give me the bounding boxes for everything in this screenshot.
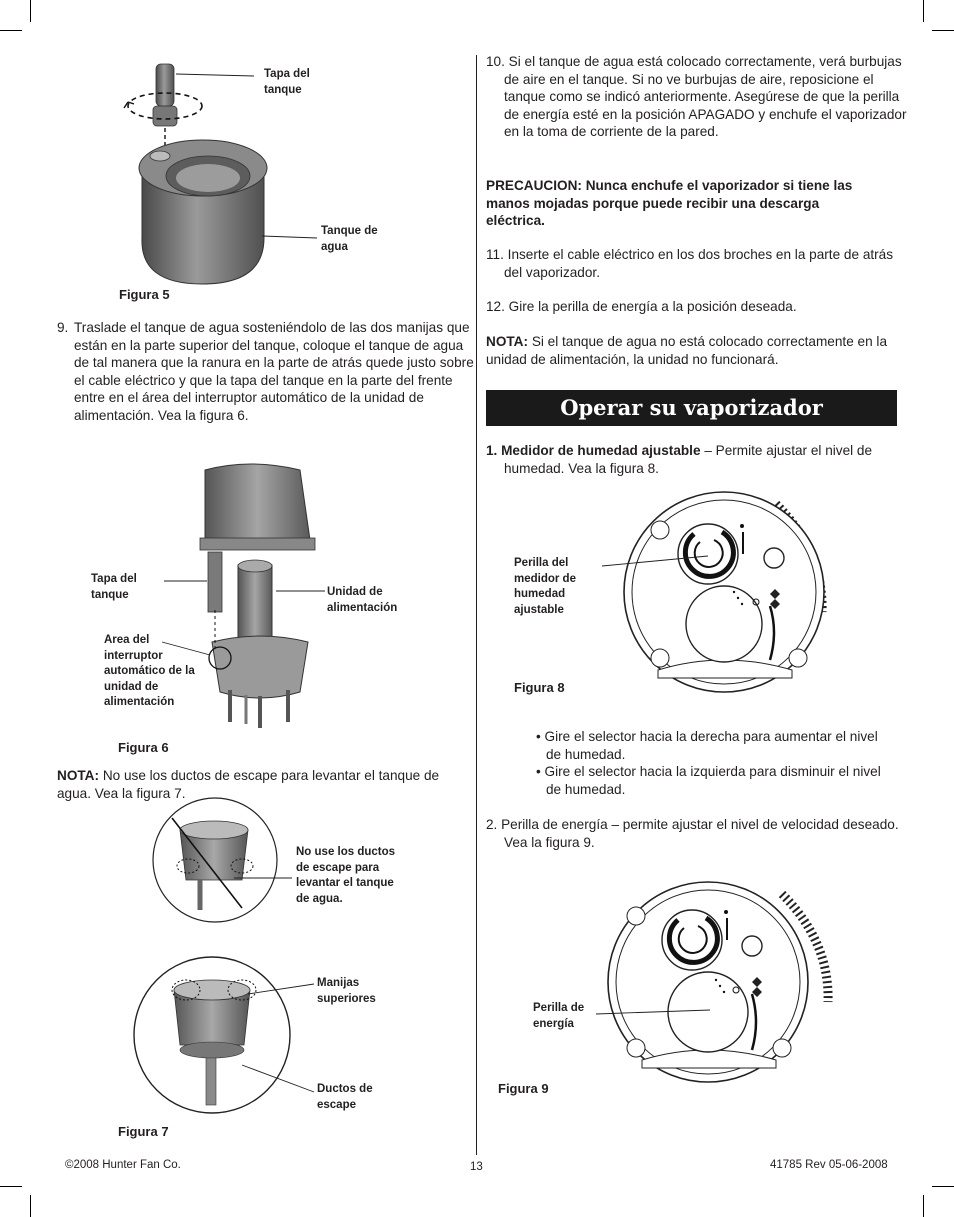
- fig7-label-ducts: Ductos de escape: [317, 1083, 373, 1111]
- step-9: [57, 319, 479, 424]
- caution: PRECAUCION: Nunca enchufe el vaporizador si tiene las manos mojadas porque puede recibir una descarga eléctrica.: [486, 178, 853, 228]
- bullet-decrease: • Gire el selector hacia la izquierda para disminuir el nivel de humedad.: [536, 764, 881, 797]
- figure-9-illustration: [602, 882, 842, 1082]
- fig6-caption: Figura 6: [118, 740, 169, 755]
- fig7-label-warning: No use los ductos de escape para levantar el tanque de agua.: [296, 846, 396, 905]
- figure-7-illustration: [130, 810, 310, 1120]
- item-2: 2. Perilla de energía – permite ajustar el nivel de velocidad deseado. Vea la figura 9.: [486, 817, 899, 850]
- fig7-label-handles: Manijas superiores: [317, 977, 376, 1005]
- note-tank: [486, 333, 892, 368]
- section-title: Operar su vaporizador: [486, 390, 897, 426]
- step-11: 11. Inserte el cable eléctrico en los dos broches en la parte de atrás del vaporizador.: [486, 247, 894, 280]
- fig6-label-lid: Tapa del tanque: [91, 573, 137, 601]
- note-prefix: NOTA:: [57, 768, 100, 783]
- figure-8-illustration: [596, 492, 836, 692]
- note-tank-prefix: NOTA:: [486, 334, 529, 349]
- crop-mark: [30, 0, 31, 22]
- fig7-caption: Figura 7: [118, 1124, 169, 1139]
- fig8-caption: Figura 8: [514, 680, 565, 695]
- column-divider: [476, 55, 477, 1155]
- crop-mark: [932, 1186, 954, 1187]
- crop-mark: [0, 30, 22, 31]
- note-tank-text: Si el tanque de agua no está colocado correctamente en la unidad de alimentación, la unidad no funcionará.: [486, 334, 888, 367]
- bullet-list: [536, 728, 890, 798]
- note-ducts: [57, 767, 471, 802]
- fig6-label-base: Unidad de alimentación: [327, 586, 398, 614]
- step-12: 12. Gire la perilla de energía a la posición deseada.: [486, 299, 797, 314]
- fig8-label: Perilla del medidor de humedad ajustable: [514, 557, 576, 616]
- crop-mark: [30, 1195, 31, 1217]
- fig9-label: Perilla de energía: [533, 1002, 585, 1030]
- step-9-number: 9.: [57, 320, 69, 335]
- fig9-caption: Figura 9: [498, 1081, 549, 1096]
- crop-mark: [0, 1186, 22, 1187]
- step-10: 10. Si el tanque de agua está colocado correctamente, verá burbujas de aire en el tanque. Si no ve burbujas de aire, reposicione el tanque como se indicó anteriormente. Asegúrese de que la perilla de energía esté en la posición APAGADO y enchufe el vaporizador en la toma de corriente de la pared.: [486, 54, 907, 139]
- fig5-caption: Figura 5: [119, 287, 170, 302]
- crop-mark: [923, 0, 924, 22]
- footer-page-number: 13: [470, 1161, 483, 1173]
- item-1-text: – Permite ajustar el nivel de humedad. Vea la figura 8.: [504, 443, 873, 476]
- fig5-label-tank: Tanque de agua: [321, 225, 378, 253]
- footer-copyright: ©2008 Hunter Fan Co.: [65, 1159, 181, 1171]
- fig5-label-lid: Tapa del tanque: [264, 68, 310, 96]
- item-1: [486, 442, 910, 477]
- step-9-text: Traslade el tanque de agua sosteniéndolo de las dos manijas que están en la parte superior del tanque, coloque el tanque de agua de tal manera que la ranura en la parte de atrás quede justo sobre el cable eléctrico y que la tapa del tanque en la parte del frente entre en el área del interruptor automático de la unidad de alimentación. Vea la figura 6.: [74, 320, 474, 423]
- fig6-label-switch: Area del interruptor automático de la unidad de alimentación: [104, 634, 195, 708]
- crop-mark: [923, 1195, 924, 1217]
- item-1-heading: 1. Medidor de humedad ajustable: [486, 443, 701, 458]
- footer-doc-revision: 41785 Rev 05-06-2008: [770, 1159, 888, 1171]
- bullet-increase: • Gire el selector hacia la derecha para aumentar el nivel de humedad.: [536, 729, 878, 762]
- crop-mark: [932, 30, 954, 31]
- note-text: No use los ductos de escape para levantar el tanque de agua. Vea la figura 7.: [57, 768, 440, 801]
